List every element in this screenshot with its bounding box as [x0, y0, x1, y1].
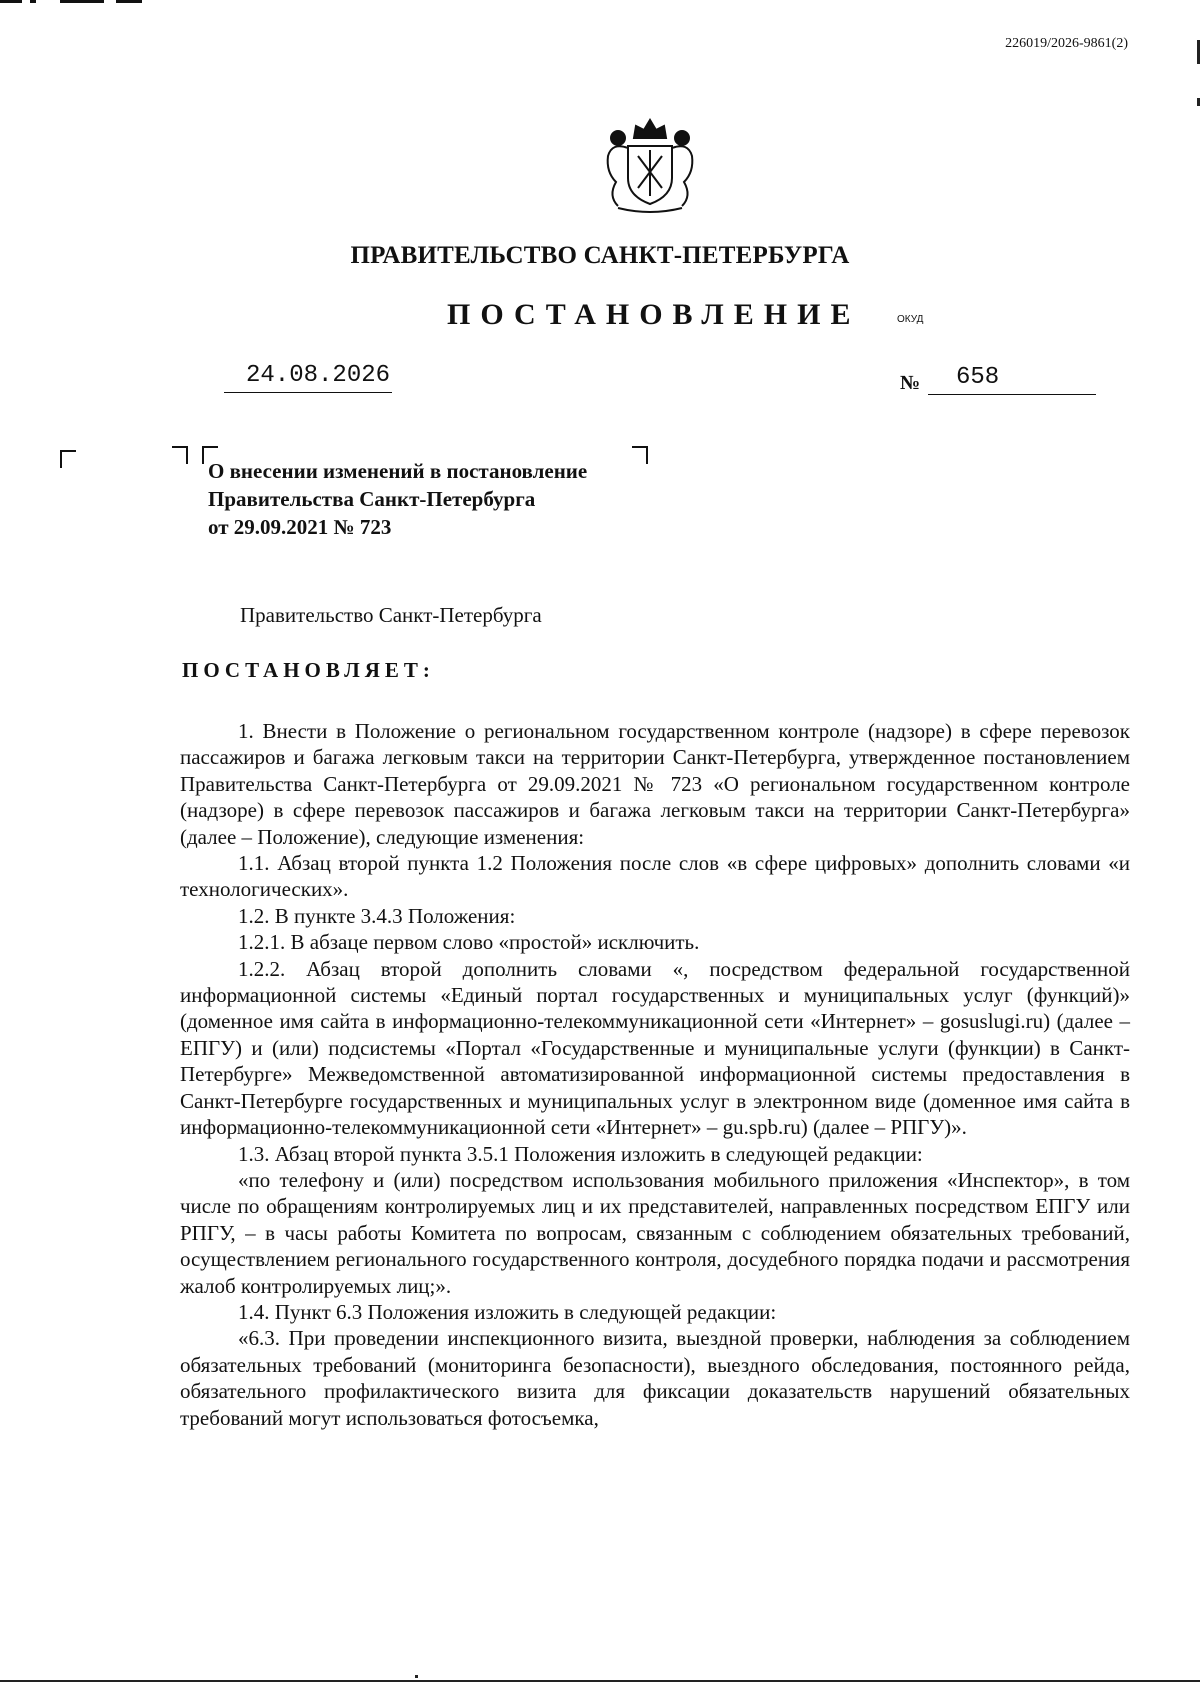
subject-line: Правительства Санкт-Петербурга	[208, 487, 536, 511]
paragraph: 1.2.2. Абзац второй дополнить словами «, посредством федеральной государственной информационной системы «Единый портал государственных и муниципальных услуг (функций)» (доменное имя сайта в информационно-телекоммуникационной сети «Интернет» – gosuslugi.ru) (далее – ЕПГУ) и (или) подсистемы «Портал «Государственные и муниципальные услуги (функции) в Санкт-Петербурге» Межведомственной автоматизированной информационной системы предоставления в Санкт-Петербурге государственных и муниципальных услуг в электронном виде (доменное имя сайта в информационно-телекоммуникационной сети «Интернет» – gu.spb.ru) (далее – РПГУ)».	[180, 956, 1130, 1140]
subject-line: О внесении изменений в постановление	[208, 459, 588, 483]
paragraph: 1.2. В пункте 3.4.3 Положения:	[238, 903, 516, 928]
document-subject	[208, 457, 587, 541]
preamble: Правительство Санкт-Петербурга	[240, 603, 542, 627]
corner-mark	[632, 446, 648, 464]
corner-mark	[60, 450, 76, 468]
paragraph: 1.1. Абзац второй пункта 1.2 Положения после слов «в сфере цифровых» дополнить словами «и технологических».	[180, 851, 1130, 902]
document-type: ПОСТАНОВЛЕНИЕ	[447, 298, 861, 331]
document-number: 658	[928, 362, 1096, 395]
resolves-heading: ПОСТАНОВЛЯЕТ:	[182, 658, 435, 682]
registration-code: 226019/2026-9861(2)	[1005, 36, 1128, 51]
paragraph: 1.4. Пункт 6.3 Положения изложить в следующей редакции:	[238, 1299, 777, 1324]
paragraph: «6.3. При проведении инспекционного визита, выездной проверки, наблюдения за соблюдением обязательных требований (мониторинга безопасности), выездного обследования, постоянного рейда, обязательного профилактического визита для фиксации доказательств нарушений обязательных требований могут использоваться фотосъемка,	[180, 1326, 1130, 1430]
scan-dot	[415, 1675, 418, 1678]
okud-label: ОКУД	[897, 314, 924, 325]
scan-edge-marks-right	[1196, 40, 1200, 120]
paragraph: 1. Внести в Положение о региональном государственном контроле (надзоре) в сфере перевозок пассажиров и багажа легковым такси на территории Санкт-Петербурга, утвержденное постановлением Правительства Санкт-Петербурга от 29.09.2021 № 723 «О региональном государственном контроле (надзоре) в сфере перевозок пассажиров и багажа легковым такси на территории Санкт-Петербурга» (далее – Положение), следующие изменения:	[180, 719, 1130, 849]
spb-coat-of-arms-icon	[598, 116, 702, 216]
scan-bottom-edge	[0, 1680, 1200, 1682]
government-title: ПРАВИТЕЛЬСТВО САНКТ-ПЕТЕРБУРГА	[350, 242, 850, 269]
document-date: 24.08.2026	[224, 360, 392, 393]
number-sign: №	[900, 372, 921, 394]
corner-mark	[172, 446, 188, 464]
paragraph: 1.2.1. В абзаце первом слово «простой» исключить.	[238, 930, 700, 955]
scan-edge-marks	[0, 0, 160, 3]
subject-line: от 29.09.2021 № 723	[208, 515, 392, 539]
paragraph: «по телефону и (или) посредством использования мобильного приложения «Инспектор», в том числе по обращениям контролируемых лиц и их представителей, направленных посредством ЕПГУ или РПГУ, – в часы работы Комитета по вопросам, связанным с соблюдением обязательных требований, осуществлением регионального государственного контроля, досудебного порядка подачи и рассмотрения жалоб контролируемых лиц;».	[180, 1167, 1130, 1298]
paragraph: 1.3. Абзац второй пункта 3.5.1 Положения изложить в следующей редакции:	[238, 1141, 923, 1166]
document-body	[180, 718, 1130, 1431]
